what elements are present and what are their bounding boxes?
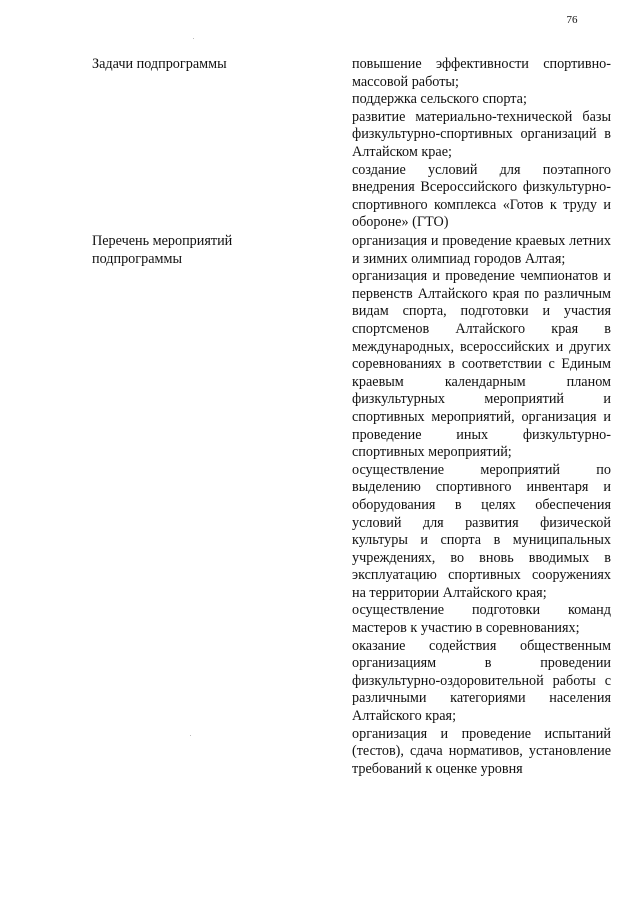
task-item: поддержка сельского спорта; (352, 91, 527, 108)
measure-item: осуществление мероприятий по выделению спортивного инвентаря и оборудования в целях обеспечения условий для развития физической культуры и спорта в муниципальных учреждениях, во вновь вводимых в эксплуатацию спортивных сооружениях на территории Алтайского края; (352, 461, 611, 601)
measure-item: организация и проведение краевых летних и зимних олимпиад городов Алтая; (352, 233, 611, 267)
task-item: повышение эффективности спортивно-массовой работы; (352, 56, 611, 90)
scan-speck (193, 38, 194, 39)
measure-item: организация и проведение испытаний (тестов), сдача нормативов, установление требований к оценке уровня (352, 725, 611, 777)
measure-item: оказание содействия общественным организациям в проведении физкультурно-оздоровительной работы с различными категориями населения Алтайского края; (352, 637, 611, 725)
task-item: развитие материально-технической базы физкультурно-спортивных организаций в Алтайском крае; (352, 108, 611, 160)
measure-item: организация и проведение чемпионатов и первенств Алтайского края по различным видам спорта, подготовки и участия спортсменов Алтайского края в международных, всероссийских и других соревнованиях в соответствии с Единым краевым календарным планом физкультурных мероприятий и спортивных мероприятий, организация и проведение иных физкультурно-спортивных мероприятий; (352, 268, 611, 461)
scan-speck (190, 735, 191, 736)
row-content-tasks (352, 56, 611, 232)
task-item: создание условий для поэтапного внедрения Всероссийского физкультурно-спортивного комплекса «Готов к труду и обороне» (ГТО) (352, 161, 611, 231)
page-number: 76 (566, 14, 578, 26)
row-label-tasks: Задачи подпрограммы (92, 56, 227, 72)
row-content-measures (352, 233, 611, 778)
row-label-measures: Перечень мероприятий подпрограммы (92, 233, 233, 267)
measure-item: осуществление подготовки команд мастеров к участию в соревнованиях; (352, 602, 611, 637)
